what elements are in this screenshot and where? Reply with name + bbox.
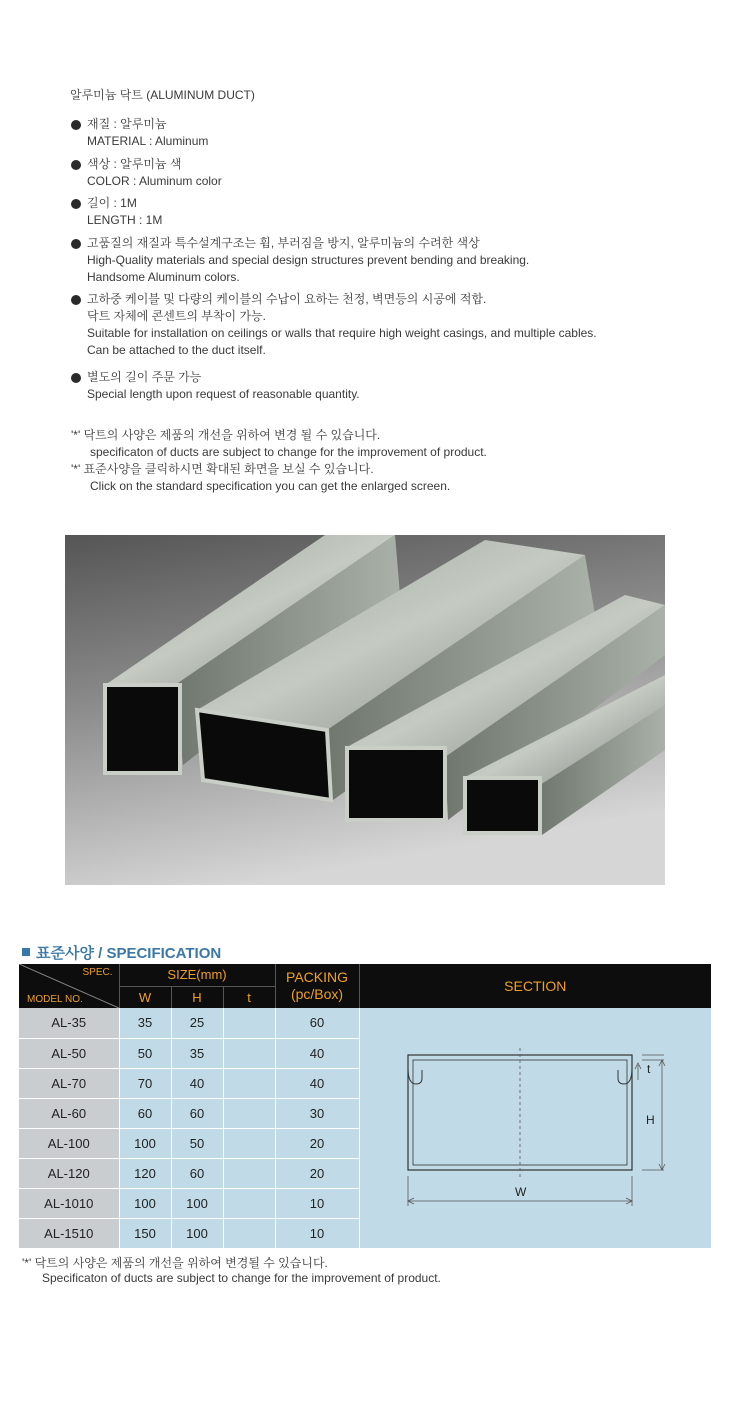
cell-packing: 30	[275, 1098, 359, 1128]
cell-t	[223, 1158, 275, 1188]
cell-packing: 40	[275, 1038, 359, 1068]
feature-quality-en1: High-Quality materials and special design structures prevent bending and breaking.	[87, 253, 530, 267]
note-change-en: specificaton of ducts are subject to change for the improvement of product.	[90, 445, 487, 459]
feature-color-en: COLOR : Aluminum color	[87, 174, 222, 188]
section-diagram	[360, 1008, 712, 1248]
feature-quality-kr: 고품질의 재질과 특수설계구조는 휨, 부러짐을 방지, 알루미늄의 수려한 색상	[87, 236, 480, 250]
cell-w: 100	[119, 1128, 171, 1158]
cell-packing: 40	[275, 1068, 359, 1098]
cell-h: 25	[171, 1008, 223, 1038]
cell-packing: 10	[275, 1218, 359, 1248]
cell-h: 60	[171, 1098, 223, 1128]
note-enlarge-kr: '*' 표준사양을 클릭하시면 확대된 화면을 보실 수 있습니다.	[71, 462, 374, 476]
cell-packing: 60	[275, 1008, 359, 1038]
note-enlarge-en: Click on the standard specification you can get the enlarged screen.	[90, 479, 451, 493]
note-change-kr: '*' 닥트의 사양은 제품의 개선을 위하여 변경 될 수 있습니다.	[71, 428, 381, 442]
cell-model: AL-1510	[19, 1218, 119, 1248]
cell-t	[223, 1128, 275, 1158]
cell-model: AL-1010	[19, 1188, 119, 1218]
feature-install-en2: Can be attached to the duct itself.	[87, 343, 266, 357]
bullet-icon	[71, 373, 81, 383]
cell-h: 100	[171, 1218, 223, 1248]
feature-length-kr: 길이 : 1M	[87, 196, 137, 210]
cell-w: 60	[119, 1098, 171, 1128]
feature-color-kr: 색상 : 알루미늄 색	[87, 157, 182, 171]
cell-w: 120	[119, 1158, 171, 1188]
header-packing-line2: (pc/Box)	[290, 986, 344, 1002]
cell-h: 60	[171, 1158, 223, 1188]
cell-model: AL-50	[19, 1038, 119, 1068]
cell-model: AL-70	[19, 1068, 119, 1098]
spec-table	[19, 964, 711, 1249]
diagram-h-label: H	[645, 1113, 655, 1127]
header-section: SECTION	[359, 964, 711, 1008]
feature-install-kr1: 고하중 케이블 및 다량의 케이블의 수납이 요하는 천정, 벽면등의 시공에 적합.	[87, 292, 487, 306]
cell-t	[223, 1068, 275, 1098]
header-size: SIZE(mm)	[119, 964, 275, 986]
cell-w: 70	[119, 1068, 171, 1098]
feature-install-en1: Suitable for installation on ceilings or walls that require high weight casings, and multiple cables.	[87, 326, 597, 340]
cell-model: AL-60	[19, 1098, 119, 1128]
header-model-label: MODEL NO.	[27, 994, 83, 1005]
cell-packing: 20	[275, 1158, 359, 1188]
feature-install-kr2: 닥트 자체에 콘센트의 부착이 가능.	[87, 309, 266, 323]
product-photo	[65, 535, 665, 885]
cell-t	[223, 1098, 275, 1128]
header-spec-model	[19, 964, 119, 1008]
header-spec-label: SPEC.	[82, 967, 113, 978]
header-t: t	[223, 986, 275, 1008]
cell-h: 50	[171, 1128, 223, 1158]
cell-h: 100	[171, 1188, 223, 1218]
feature-quality-en2: Handsome Aluminum colors.	[87, 270, 240, 284]
cell-model: AL-120	[19, 1158, 119, 1188]
feature-material-kr: 재질 : 알루미늄	[87, 117, 167, 131]
diagram-t-label: t	[646, 1062, 650, 1076]
cell-w: 100	[119, 1188, 171, 1218]
cell-t	[223, 1008, 275, 1038]
bullet-icon	[71, 239, 81, 249]
cell-t	[223, 1218, 275, 1248]
feature-material-en: MATERIAL : Aluminum	[87, 134, 209, 148]
table-row	[19, 1008, 711, 1038]
spec-heading-label: 표준사양 / SPECIFICATION	[36, 945, 222, 962]
cell-w: 35	[119, 1008, 171, 1038]
feature-length-order-en: Special length upon request of reasonable quantity.	[87, 387, 360, 401]
cell-h: 40	[171, 1068, 223, 1098]
cell-packing: 10	[275, 1188, 359, 1218]
square-icon	[22, 948, 30, 956]
feature-length-order-kr: 별도의 길이 주문 가능	[87, 370, 202, 384]
header-packing-line1: PACKING	[286, 969, 349, 985]
footnote-en: Specificaton of ducts are subject to change for the improvement of product.	[42, 1271, 441, 1285]
header-w: W	[119, 986, 171, 1008]
section-cell	[359, 1008, 711, 1248]
cell-t	[223, 1038, 275, 1068]
cell-w: 150	[119, 1218, 171, 1248]
bullet-icon	[71, 120, 81, 130]
feature-length-en: LENGTH : 1M	[87, 213, 163, 227]
header-h: H	[171, 986, 223, 1008]
page-title: 알루미늄 닥트 (ALUMINUM DUCT)	[70, 88, 255, 102]
cell-packing: 20	[275, 1128, 359, 1158]
cell-model: AL-35	[19, 1008, 119, 1038]
bullet-icon	[71, 160, 81, 170]
bullet-icon	[71, 295, 81, 305]
cell-h: 35	[171, 1038, 223, 1068]
bullet-icon	[71, 199, 81, 209]
spec-heading	[22, 942, 221, 963]
diagram-w-label: W	[514, 1185, 526, 1199]
header-packing	[275, 964, 359, 1008]
cell-model: AL-100	[19, 1128, 119, 1158]
footnote-kr: '*' 닥트의 사양은 제품의 개선을 위하여 변경될 수 있습니다.	[22, 1256, 328, 1270]
cell-w: 50	[119, 1038, 171, 1068]
cell-t	[223, 1188, 275, 1218]
